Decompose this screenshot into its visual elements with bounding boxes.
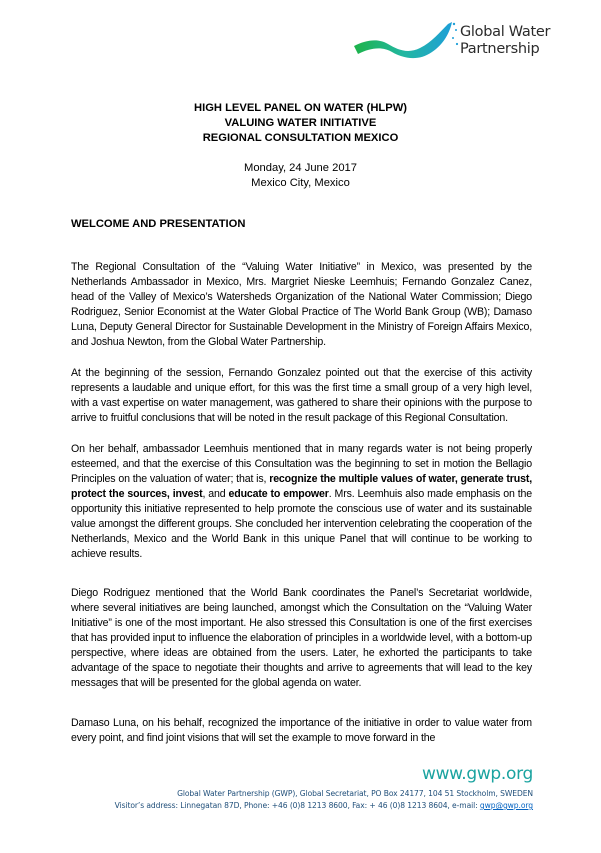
bellagio-principles-bold: recognize the multiple values of water, generate trust, protect the sources, invest bbox=[71, 473, 532, 500]
paragraph-3-text-a: On her behalf, ambassador Leemhuis mentioned that in many regards water is not being properly esteemed, and that the exercise of this Consultation was the beginning to set in motion the Bellagio Principles on the valuation of water; that is, bbox=[71, 443, 532, 485]
document-title bbox=[0, 101, 601, 146]
footer-contact-text: Visitor’s address: Linnegatan 87D, Phone: +46 (0)8 1213 8600, Fax: + 46 (0)8 1213 8604, e-mail: bbox=[114, 801, 480, 810]
footer-address: Global Water Partnership (GWP), Global Secretariat, PO Box 24177, 104 51 Stockholm, SWEDEN bbox=[177, 789, 533, 798]
paragraph-1: The Regional Consultation of the “Valuing Water Initiative” in Mexico, was presented by the Netherlands Ambassador in Mexico, Mrs. Margriet Nieske Leemhuis; Fernando Gonzalez Canez, head of the Valley of Mexico’s Watersheds Organization of the National Water Commission; Diego Rodriguez, Senior Economist at the Water Global Practice of The World Bank Group (WB); Damaso Luna, Deputy General Director for Sustainable Development in the Ministry of Foreign Affairs Mexico, and Joshua Newton, from the Global Water Partnership. bbox=[71, 261, 532, 348]
water-wave-icon bbox=[352, 18, 462, 66]
paragraph-3 bbox=[71, 442, 532, 562]
educate-to-empower-bold: educate to empower bbox=[228, 488, 329, 500]
paragraph-4: Diego Rodriguez mentioned that the World Bank coordinates the Panel’s Secretariat worldwide, where several initiatives are being launched, amongst which the Consultation on the “Valuing Water Initiative” is one of the most important. He also stressed this Consultation is one of the first exercises that has provided input to influence the elaboration of principles in a worldwide level, with a bottom-up perspective, where ideas are obtained from the users. Later, he exhorted the participants to take advantage of the space to negotiate their thoughts and arrive to agreements that will lead to the key messages that will be presented for the global agenda on water. bbox=[71, 587, 532, 689]
logo-wordmark bbox=[460, 24, 550, 58]
paragraph-3-text-d: . Mrs. Leemhuis also made emphasis on the opportunity this initiative represented to help promote the conscious use of water and its sustainable value amongst the different groups. She concluded her intervention celebrating the cooperation of the Netherlands, Mexico and the World Bank in this unique Panel that will continue to be working to achieve results. bbox=[71, 488, 532, 560]
event-location: Mexico City, Mexico bbox=[251, 177, 350, 189]
gwp-logo bbox=[352, 18, 592, 66]
paragraph-5: Damaso Luna, on his behalf, recognized the importance of the initiative in order to value water from every point, and find joint visions that will set the example to move forward in the bbox=[71, 717, 532, 744]
paragraph-3-text-c: , and bbox=[202, 488, 229, 500]
title-line-1: HIGH LEVEL PANEL ON WATER (HLPW) bbox=[194, 102, 407, 114]
paragraph-2: At the beginning of the session, Fernando Gonzalez pointed out that the exercise of this activity represents a laudable and unique effort, for this was the first time a small group of a very high level, with a vast expertise on water management, was gathered to share their opinions with the purpose to arrive to fruitful conclusions that will be noted in the result package of this Regional Consultation. bbox=[71, 367, 532, 424]
footer-email-link[interactable]: gwp@gwp.org bbox=[479, 801, 533, 810]
title-line-2: VALUING WATER INITIATIVE bbox=[224, 117, 377, 129]
logo-line-1: Global Water bbox=[460, 24, 551, 40]
event-date: Monday, 24 June 2017 bbox=[244, 162, 357, 174]
footer-contact bbox=[115, 801, 533, 810]
section-heading: WELCOME AND PRESENTATION bbox=[71, 218, 246, 230]
title-line-3: REGIONAL CONSULTATION MEXICO bbox=[202, 132, 399, 144]
date-location bbox=[0, 161, 601, 191]
logo-line-2: Partnership bbox=[460, 41, 540, 57]
footer-website-link[interactable]: www.gwp.org bbox=[421, 764, 533, 784]
